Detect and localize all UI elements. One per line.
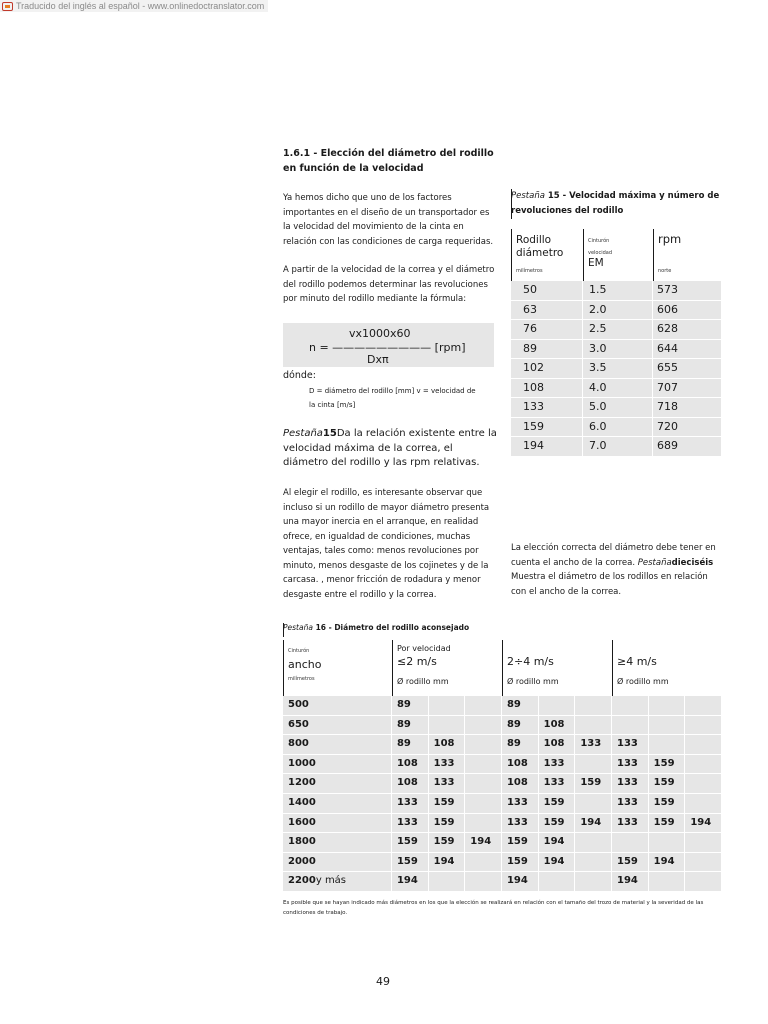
diameter-cell: 194 bbox=[465, 833, 502, 853]
diameter-cell bbox=[649, 872, 686, 892]
table-cell: 7.0 bbox=[583, 437, 653, 457]
pestana-label: Pestaña bbox=[283, 428, 323, 439]
diameter-cell bbox=[575, 716, 612, 736]
belt-width-cell bbox=[283, 735, 392, 755]
table-cell: 89 bbox=[511, 340, 583, 360]
paragraph-text: Da la relación existente entre la velocidad máxima de la correa, el diámetro del rodillo y las rpm relativas. bbox=[283, 428, 497, 468]
paragraph-table15-ref bbox=[283, 427, 498, 471]
belt-width-value: 2200 bbox=[288, 875, 316, 887]
page-number: 49 bbox=[376, 975, 390, 988]
table16-title: 16 - Diámetro del rodillo aconsejado bbox=[315, 623, 470, 632]
table-row bbox=[283, 853, 722, 873]
table-row bbox=[511, 301, 722, 321]
diameter-cell: 108 bbox=[539, 716, 576, 736]
table15-body bbox=[511, 281, 722, 457]
table-cell: 108 bbox=[511, 379, 583, 399]
table-cell: 720 bbox=[653, 418, 722, 438]
diameter-cell bbox=[649, 735, 686, 755]
diameter-cell: 159 bbox=[392, 853, 429, 873]
pestana-label: Pestaña bbox=[283, 623, 313, 632]
belt-width-cell bbox=[283, 794, 392, 814]
belt-width-value: 1800 bbox=[288, 836, 316, 848]
diameter-cell bbox=[685, 774, 722, 794]
formula-definitions: D = diámetro del rodillo [mm] v = velocidad de la cinta [m/s] bbox=[309, 387, 476, 409]
table15-header bbox=[511, 229, 722, 281]
diameter-cell: 108 bbox=[429, 735, 466, 755]
belt-width-cell bbox=[283, 696, 392, 716]
diameter-cell: 159 bbox=[649, 755, 686, 775]
table-row bbox=[511, 359, 722, 379]
diameter-cell: 194 bbox=[429, 853, 466, 873]
diameter-cell bbox=[685, 794, 722, 814]
donde-label: dónde: bbox=[283, 370, 316, 381]
diameter-cell: 194 bbox=[539, 833, 576, 853]
diameter-cell: 159 bbox=[649, 814, 686, 834]
diameter-cell bbox=[575, 833, 612, 853]
diameter-cell: 133 bbox=[612, 814, 649, 834]
belt-width-value: 1200 bbox=[288, 777, 316, 789]
col-header-sub: Cinturón bbox=[288, 648, 310, 654]
speed-range: ≥4 m/s bbox=[617, 655, 657, 668]
diameter-cell bbox=[649, 716, 686, 736]
diameter-cell: 133 bbox=[612, 774, 649, 794]
footnote: Es posible que se hayan indicado más diámetros en los que la elección se realizará en relación con el tamaño del trozo de material y la severidad de las condiciones de trabajo. bbox=[283, 900, 704, 916]
table-cell: 76 bbox=[511, 320, 583, 340]
diameter-cell bbox=[575, 755, 612, 775]
table-cell: 63 bbox=[511, 301, 583, 321]
diameter-cell: 194 bbox=[539, 853, 576, 873]
belt-width-cell bbox=[283, 853, 392, 873]
belt-width-value: 650 bbox=[288, 718, 309, 730]
belt-width-cell bbox=[283, 814, 392, 834]
diameter-cell: 159 bbox=[575, 774, 612, 794]
table15 bbox=[511, 229, 722, 457]
table-cell: 4.0 bbox=[583, 379, 653, 399]
diameter-cell bbox=[612, 716, 649, 736]
col-header-unit: norte bbox=[658, 268, 672, 274]
table15-col-diameter bbox=[511, 229, 583, 281]
col-header-sub: Cinturón bbox=[588, 238, 610, 244]
table-row bbox=[283, 755, 722, 775]
diameter-cell: 133 bbox=[539, 774, 576, 794]
diameter-cell: 194 bbox=[685, 814, 722, 834]
belt-width-value: 1000 bbox=[288, 757, 316, 769]
diameter-cell bbox=[685, 755, 722, 775]
table-row bbox=[283, 735, 722, 755]
table-cell: 644 bbox=[653, 340, 722, 360]
table-cell: 2.5 bbox=[583, 320, 653, 340]
diameter-cell bbox=[685, 853, 722, 873]
table-cell: 3.5 bbox=[583, 359, 653, 379]
diameter-cell: 159 bbox=[649, 774, 686, 794]
diameter-cell: 133 bbox=[612, 755, 649, 775]
pestana-label: Pestaña bbox=[511, 191, 545, 201]
table16-group-high bbox=[612, 640, 722, 696]
table16-body bbox=[283, 696, 722, 892]
diameter-cell bbox=[539, 696, 576, 716]
table-row bbox=[283, 814, 722, 834]
table-row bbox=[283, 774, 722, 794]
diameter-cell bbox=[685, 716, 722, 736]
table-cell: 159 bbox=[511, 418, 583, 438]
table-row bbox=[511, 437, 722, 457]
belt-width-suffix: y más bbox=[315, 875, 347, 887]
diameter-cell: 133 bbox=[429, 755, 466, 775]
pestana-label: Pestaña bbox=[637, 557, 672, 568]
translator-banner[interactable] bbox=[0, 0, 268, 12]
diameter-cell bbox=[539, 872, 576, 892]
table-cell: 102 bbox=[511, 359, 583, 379]
diameter-cell: 89 bbox=[502, 716, 539, 736]
table-row bbox=[511, 320, 722, 340]
diameter-cell: 108 bbox=[502, 774, 539, 794]
diameter-cell: 108 bbox=[392, 755, 429, 775]
translator-logo-icon bbox=[2, 2, 13, 11]
diameter-cell bbox=[465, 872, 502, 892]
table-row bbox=[511, 340, 722, 360]
diameter-cell bbox=[575, 872, 612, 892]
diameter-cell bbox=[465, 696, 502, 716]
col-header-unit: EM bbox=[588, 257, 604, 269]
table-row bbox=[511, 281, 722, 301]
diameter-cell: 108 bbox=[392, 774, 429, 794]
diameter-cell bbox=[465, 814, 502, 834]
table15-col-rpm bbox=[653, 229, 722, 281]
diameter-cell: 89 bbox=[502, 735, 539, 755]
col-header-sub: Por velocidad bbox=[397, 644, 451, 653]
diameter-cell: 89 bbox=[392, 735, 429, 755]
table-ref-number: dieciséis bbox=[671, 557, 714, 568]
diameter-cell: 194 bbox=[392, 872, 429, 892]
belt-width-value: 800 bbox=[288, 738, 309, 750]
diameter-cell: 194 bbox=[502, 872, 539, 892]
table15-col-speed bbox=[583, 229, 653, 281]
table-cell: 50 bbox=[511, 281, 583, 301]
diameter-cell: 159 bbox=[539, 814, 576, 834]
col-header-unit: Ø rodillo mm bbox=[617, 677, 669, 686]
diameter-cell: 133 bbox=[612, 794, 649, 814]
diameter-cell: 133 bbox=[502, 794, 539, 814]
diameter-cell: 159 bbox=[429, 794, 466, 814]
table-row bbox=[283, 794, 722, 814]
diameter-cell: 194 bbox=[612, 872, 649, 892]
table-cell: 6.0 bbox=[583, 418, 653, 438]
table-row bbox=[511, 418, 722, 438]
diameter-cell bbox=[685, 696, 722, 716]
paragraph-advantages: Al elegir el rodillo, es interesante observar que incluso si un rodillo de mayor diámetro presenta una mayor inercia en el arranque, en realidad ofrece, en igualdad de condiciones, muchas ventajas, tales como: menos revoluciones por minuto, menos desgaste de los cojinetes y de la carcasa. , menor fricción de rodadura y menor desgaste entre el rodillo y la correa. bbox=[283, 488, 490, 600]
table-cell: 628 bbox=[653, 320, 722, 340]
diameter-cell bbox=[465, 853, 502, 873]
table15-title: 15 - Velocidad máxima y número de revoluciones del rodillo bbox=[511, 191, 720, 216]
diameter-cell: 133 bbox=[392, 814, 429, 834]
table-row bbox=[283, 872, 722, 892]
diameter-cell bbox=[575, 853, 612, 873]
formula-numerator: vx1000x60 bbox=[349, 327, 411, 340]
paragraph-text: La elección correcta del diámetro debe tener en cuenta el ancho de la correa. bbox=[511, 543, 716, 568]
table-row bbox=[283, 833, 722, 853]
table-cell: 133 bbox=[511, 398, 583, 418]
table-cell: 689 bbox=[653, 437, 722, 457]
diameter-cell: 108 bbox=[502, 755, 539, 775]
table-cell: 718 bbox=[653, 398, 722, 418]
belt-width-cell bbox=[283, 872, 392, 892]
diameter-cell bbox=[649, 833, 686, 853]
table16-group-mid bbox=[502, 640, 612, 696]
paragraph-table16-ref bbox=[511, 541, 723, 599]
diameter-cell bbox=[612, 833, 649, 853]
table-cell: 5.0 bbox=[583, 398, 653, 418]
speed-range: ≤2 m/s bbox=[397, 655, 437, 668]
table-cell: 573 bbox=[653, 281, 722, 301]
diameter-cell bbox=[685, 872, 722, 892]
table16 bbox=[283, 640, 722, 892]
col-header-unit: milímetros bbox=[516, 268, 543, 274]
diameter-cell bbox=[649, 696, 686, 716]
diameter-cell: 108 bbox=[539, 735, 576, 755]
table-row bbox=[511, 379, 722, 399]
table-cell: 606 bbox=[653, 301, 722, 321]
table-cell: 655 bbox=[653, 359, 722, 379]
col-header-label: ancho bbox=[288, 658, 322, 671]
col-header-unit: Ø rodillo mm bbox=[397, 677, 449, 686]
table-row bbox=[283, 716, 722, 736]
diameter-cell: 159 bbox=[502, 853, 539, 873]
table16-caption bbox=[283, 623, 469, 632]
col-header-label: Rodillo diámetro bbox=[516, 234, 564, 259]
table15-caption bbox=[511, 189, 723, 219]
belt-width-cell bbox=[283, 833, 392, 853]
belt-width-value: 1600 bbox=[288, 816, 316, 828]
diameter-cell bbox=[575, 696, 612, 716]
diameter-cell: 133 bbox=[392, 794, 429, 814]
diameter-cell: 89 bbox=[392, 696, 429, 716]
table-cell: 3.0 bbox=[583, 340, 653, 360]
col-header-unit: Ø rodillo mm bbox=[507, 677, 559, 686]
diameter-cell: 159 bbox=[392, 833, 429, 853]
diameter-cell: 89 bbox=[392, 716, 429, 736]
diameter-cell bbox=[685, 833, 722, 853]
paragraph-intro: Ya hemos dicho que uno de los factores importantes en el diseño de un transportador es la velocidad del movimiento de la cinta en relación con las condiciones de carga requeridas. bbox=[283, 193, 494, 247]
diameter-cell: 159 bbox=[502, 833, 539, 853]
belt-width-value: 2000 bbox=[288, 855, 316, 867]
table16-header bbox=[283, 640, 722, 696]
diameter-cell bbox=[465, 794, 502, 814]
col-header-unit: milímetros bbox=[288, 676, 315, 682]
formula-main: n = ————————— [rpm] bbox=[309, 341, 466, 354]
diameter-cell: 159 bbox=[429, 814, 466, 834]
diameter-cell bbox=[465, 716, 502, 736]
paragraph-text: Muestra el diámetro de los rodillos en relación con el ancho de la correa. bbox=[511, 572, 708, 597]
table16-group-low bbox=[392, 640, 502, 696]
diameter-cell: 89 bbox=[502, 696, 539, 716]
diameter-cell bbox=[465, 774, 502, 794]
diameter-cell bbox=[465, 755, 502, 775]
diameter-cell bbox=[612, 696, 649, 716]
table16-col-width bbox=[283, 640, 392, 696]
diameter-cell bbox=[429, 872, 466, 892]
table-ref-number: 15 bbox=[322, 428, 337, 439]
table-cell: 2.0 bbox=[583, 301, 653, 321]
diameter-cell: 133 bbox=[539, 755, 576, 775]
formula-box bbox=[283, 323, 494, 367]
belt-width-cell bbox=[283, 774, 392, 794]
table-cell: 194 bbox=[511, 437, 583, 457]
section-heading: 1.6.1 - Elección del diámetro del rodillo en función de la velocidad bbox=[283, 148, 494, 174]
belt-width-value: 500 bbox=[288, 699, 309, 710]
diameter-cell: 159 bbox=[539, 794, 576, 814]
diameter-cell: 194 bbox=[649, 853, 686, 873]
table-cell: 1.5 bbox=[583, 281, 653, 301]
diameter-cell: 159 bbox=[612, 853, 649, 873]
diameter-cell: 133 bbox=[429, 774, 466, 794]
diameter-cell bbox=[465, 735, 502, 755]
belt-width-cell bbox=[283, 716, 392, 736]
diameter-cell bbox=[429, 716, 466, 736]
diameter-cell bbox=[685, 735, 722, 755]
table-row bbox=[511, 398, 722, 418]
diameter-cell: 159 bbox=[649, 794, 686, 814]
paragraph-formula-intro: A partir de la velocidad de la correa y el diámetro del rodillo podemos determinar las revoluciones por minuto del rodillo mediante la fórmula: bbox=[283, 265, 495, 304]
table-row bbox=[283, 696, 722, 716]
diameter-cell: 133 bbox=[575, 735, 612, 755]
formula-denominator: Dxπ bbox=[367, 353, 389, 366]
belt-width-value: 1400 bbox=[288, 796, 316, 808]
diameter-cell: 159 bbox=[429, 833, 466, 853]
banner-text: Traducido del inglés al español - www.onlinedoctranslator.com bbox=[16, 1, 265, 11]
speed-range: 2÷4 m/s bbox=[507, 655, 554, 668]
belt-width-cell bbox=[283, 755, 392, 775]
col-header-label: rpm bbox=[658, 232, 682, 246]
diameter-cell: 133 bbox=[612, 735, 649, 755]
col-header-sub: velocidad bbox=[588, 250, 613, 256]
diameter-cell: 194 bbox=[575, 814, 612, 834]
diameter-cell bbox=[429, 696, 466, 716]
diameter-cell: 133 bbox=[502, 814, 539, 834]
diameter-cell bbox=[575, 794, 612, 814]
table-cell: 707 bbox=[653, 379, 722, 399]
